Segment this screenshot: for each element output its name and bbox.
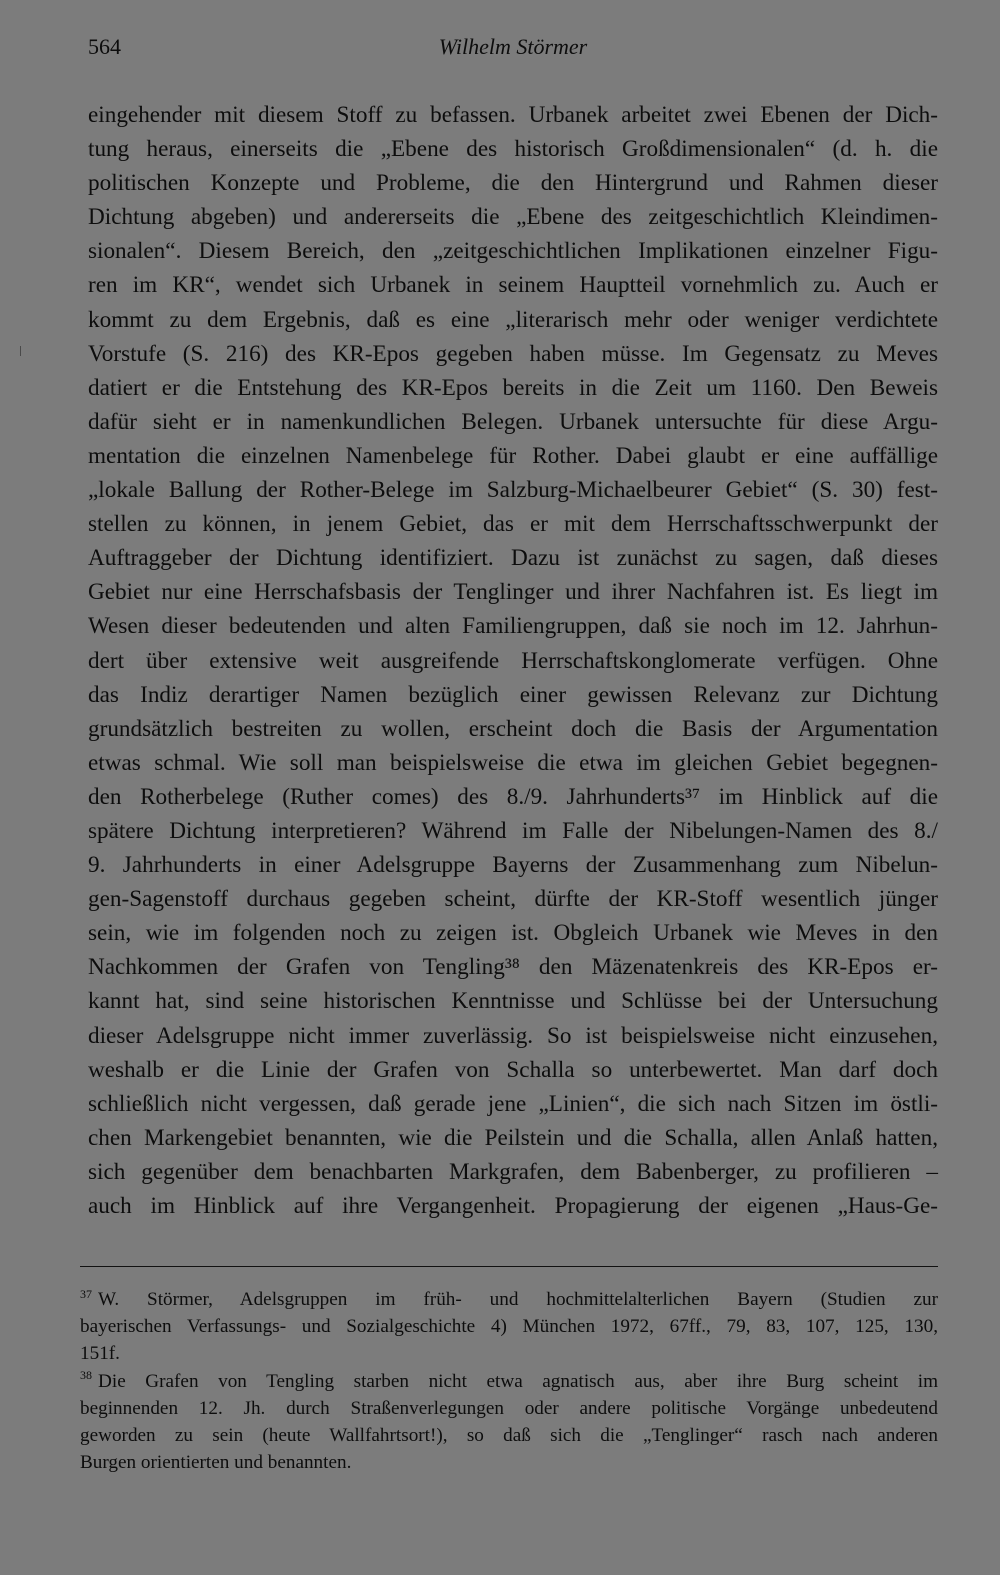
- text-line: weshalb er die Linie der Grafen von Schalla so unterbewertet. Man darf doch: [88, 1056, 938, 1083]
- footnote-text: geworden zu sein (heute Wallfahrtsort!), so daß sich die „Tenglinger“ rasch nach anderen: [80, 1425, 938, 1447]
- text-line: Dichtung abgeben) und andererseits die „Ebene des zeitgeschichtlich Kleindimen-: [88, 204, 938, 231]
- text-line: gen-Sagenstoff durchaus gegeben scheint, dürfte der KR-Stoff wesentlich jünger: [88, 886, 938, 913]
- footnote-number: 38: [80, 1368, 92, 1383]
- main-text: [88, 98, 938, 1223]
- text-line: ren im KR“, wendet sich Urbanek in seinem Hauptteil vornehmlich zu. Auch er: [88, 272, 938, 299]
- text-line: das Indiz derartiger Namen bezüglich einer gewissen Relevanz zur Dichtung: [88, 681, 938, 708]
- text-line: kannt hat, sind seine historischen Kenntnisse und Schlüsse bei der Untersuchung: [88, 988, 938, 1015]
- text-line: schließlich nicht vergessen, daß gerade jene „Linien“, die sich nach Sitzen im östli-: [88, 1090, 938, 1117]
- margin-mark: [20, 346, 21, 356]
- text-line: politischen Konzepte und Probleme, die den Hintergrund und Rahmen dieser: [88, 170, 938, 197]
- footnote-line: [80, 1313, 938, 1340]
- footnote-line: [80, 1340, 938, 1367]
- text-line: 9. Jahrhunderts in einer Adelsgruppe Bayerns der Zusammenhang zum Nibelun-: [88, 852, 938, 879]
- footnote-text: Burgen orientierten und benannten.: [80, 1452, 352, 1474]
- text-line: Nachkommen der Grafen von Tengling³⁸ den Mäzenatenkreis des KR-Epos er-: [88, 954, 938, 981]
- text-line: kommt zu dem Ergebnis, daß es eine „literarisch mehr oder weniger verdichtete: [88, 306, 938, 333]
- text-line: sein, wie im folgenden noch zu zeigen ist. Obgleich Urbanek wie Meves in den: [88, 920, 938, 947]
- text-line: den Rotherbelege (Ruther comes) des 8./9. Jahrhunderts³⁷ im Hinblick auf die: [88, 783, 938, 810]
- footnote-text: beginnenden 12. Jh. durch Straßenverlegungen oder andere politische Vorgänge unbedeutend: [80, 1397, 938, 1419]
- footnote-number: 37: [80, 1286, 92, 1301]
- text-line: „lokale Ballung der Rother-Belege im Salzburg-Michaelbeurer Gebiet“ (S. 30) fest-: [88, 477, 938, 504]
- footnote-text: bayerischen Verfassungs- und Sozialgeschichte 4) München 1972, 67ff., 79, 83, 107, 125, 130,: [80, 1316, 938, 1338]
- text-line: mentation die einzelnen Namenbelege für Rother. Dabei glaubt er eine auffällige: [88, 442, 938, 469]
- page-header: [88, 34, 938, 64]
- text-line: Gebiet nur eine Herrschafsbasis der Tenglinger und ihrer Nachfahren ist. Es liegt im: [88, 579, 938, 606]
- text-line: auch im Hinblick auf ihre Vergangenheit. Propagierung der eigenen „Haus-Ge-: [88, 1193, 938, 1219]
- text-line: dafür sieht er in namenkundlichen Belegen. Urbanek untersuchte für diese Argu-: [88, 408, 938, 435]
- text-line: dieser Adelsgruppe nicht immer zuverlässig. So ist beispielsweise nicht einzusehen,: [88, 1022, 938, 1049]
- text-line: sionalen“. Diesem Bereich, den „zeitgeschichtlichen Implikationen einzelner Figu-: [88, 238, 938, 265]
- text-line: chen Markengebiet benannten, wie die Peilstein und die Schalla, allen Anlaß hatten,: [88, 1124, 938, 1151]
- text-line: tung heraus, einerseits die „Ebene des historisch Großdimensionalen“ (d. h. die: [88, 136, 938, 163]
- page-number: 564: [88, 34, 121, 59]
- footnote-line: [80, 1286, 938, 1313]
- text-line: Wesen dieser bedeutenden und alten Familiengruppen, daß sie noch im 12. Jahrhun-: [88, 613, 938, 640]
- footnote-line: [80, 1422, 938, 1449]
- footnote-line: [80, 1395, 938, 1422]
- footnote-text: W. Störmer, Adelsgruppen im früh- und hochmittelalterlichen Bayern (Studien zur: [98, 1289, 938, 1310]
- footnote-line: [80, 1449, 938, 1476]
- footnotes: [80, 1286, 938, 1476]
- running-head: Wilhelm Störmer: [438, 34, 588, 59]
- text-line: datiert er die Entstehung des KR-Epos bereits in die Zeit um 1160. Den Beweis: [88, 374, 938, 401]
- footnote-line: [80, 1368, 938, 1395]
- text-line: Auftraggeber der Dichtung identifiziert. Dazu ist zunächst zu sagen, daß dieses: [88, 545, 938, 572]
- text-line: sich gegenüber dem benachbarten Markgrafen, dem Babenberger, zu profilieren –: [88, 1158, 938, 1185]
- text-line: eingehender mit diesem Stoff zu befassen. Urbanek arbeitet zwei Ebenen der Dich-: [88, 102, 938, 128]
- text-line: grundsätzlich bestreiten zu wollen, erscheint doch die Basis der Argumentation: [88, 715, 938, 742]
- footnote-text: 151f.: [80, 1343, 120, 1365]
- footnote-rule: [80, 1266, 938, 1267]
- footnote-text: Die Grafen von Tengling starben nicht etwa agnatisch aus, aber ihre Burg scheint im: [98, 1370, 938, 1392]
- text-line: spätere Dichtung interpretieren? Während im Falle der Nibelungen-Namen des 8./: [88, 817, 938, 844]
- text-line: etwas schmal. Wie soll man beispielsweise die etwa im gleichen Gebiet begegnen-: [88, 749, 938, 776]
- text-line: Vorstufe (S. 216) des KR-Epos gegeben haben müsse. Im Gegensatz zu Meves: [88, 340, 938, 367]
- text-line: dert über extensive weit ausgreifende Herrschaftskonglomerate verfügen. Ohne: [88, 647, 938, 674]
- text-line: stellen zu können, in jenem Gebiet, das er mit dem Herrschaftsschwerpunkt der: [88, 511, 938, 538]
